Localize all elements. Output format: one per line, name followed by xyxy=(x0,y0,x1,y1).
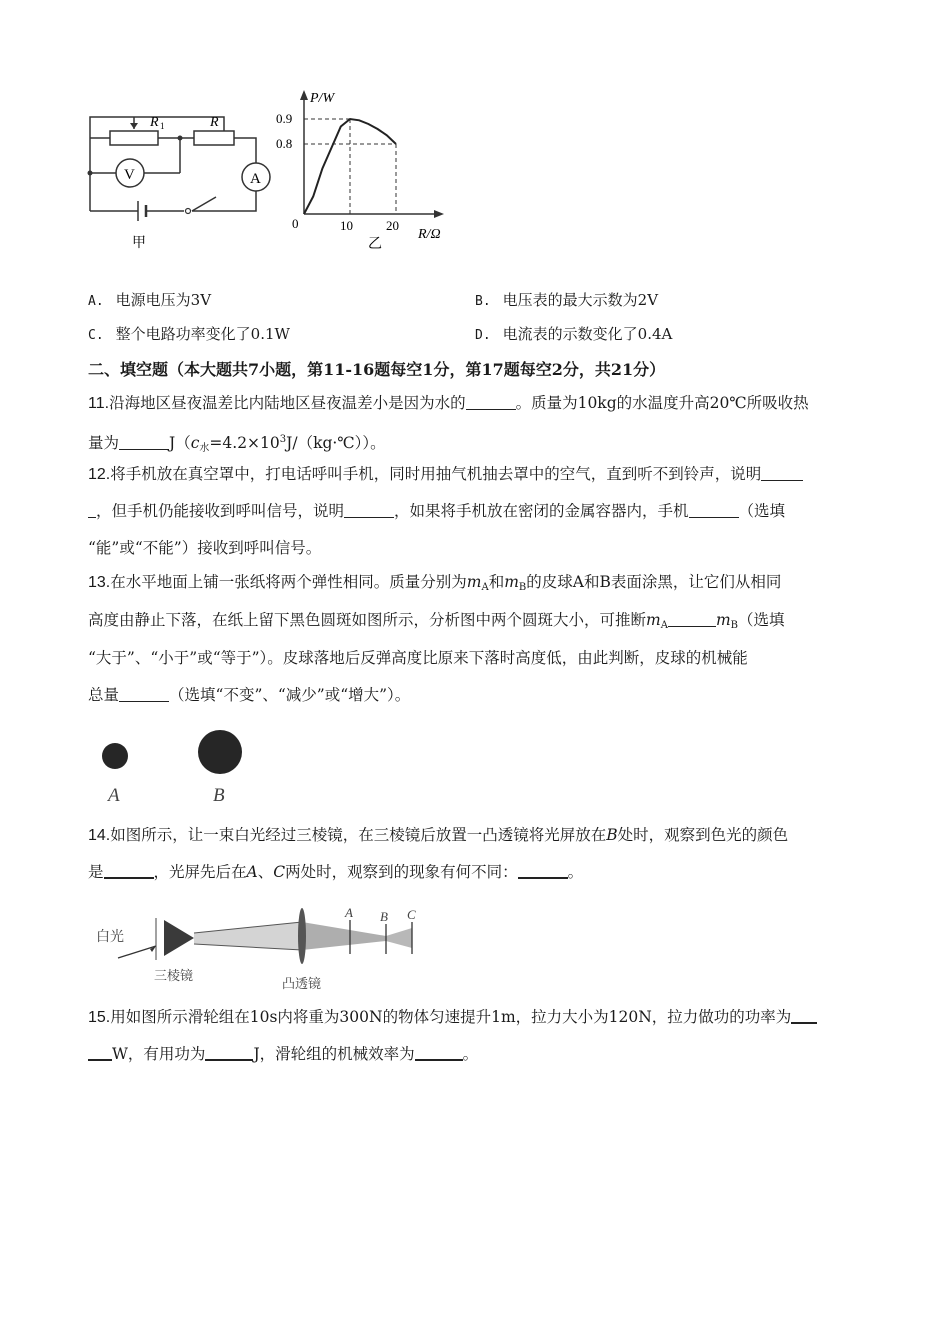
label-lens: 凸透镜 xyxy=(282,976,322,991)
label-a: A xyxy=(345,905,353,920)
q14-text-6: 。 xyxy=(567,863,584,881)
label-r1-sub: 1 xyxy=(160,121,165,131)
q14-blank-2[interactable] xyxy=(518,863,568,879)
q13-text-4: （选填 xyxy=(738,611,785,629)
q12-blank-2[interactable] xyxy=(344,503,394,518)
q12-text-4: （选填 xyxy=(738,502,786,520)
q13-sub-b-2: B xyxy=(730,620,739,631)
q13-sub-a: A xyxy=(481,582,489,593)
spot-a-label: A xyxy=(108,785,120,806)
q12-text-5: “能”或“不能”）接收到呼叫信号。 xyxy=(88,539,322,557)
q11-text-6: J/（kg·℃））。 xyxy=(286,434,386,452)
x-axis-arrow xyxy=(434,210,444,218)
q11-text-3: 量为 xyxy=(88,434,120,452)
q13-text-2: 的皮球A和B表面涂黑，让它们从相同 xyxy=(526,573,782,591)
x-tick-10: 10 xyxy=(340,218,353,233)
q13-text-6: 总量 xyxy=(88,686,120,704)
y-tick-0-9: 0.9 xyxy=(276,111,293,126)
label-b: B xyxy=(380,909,388,924)
prism xyxy=(164,920,194,956)
q12-text-2: ，但手机仍能接收到呼叫信号，说明 xyxy=(96,502,345,520)
voltmeter-label: V xyxy=(124,167,135,183)
q15-blank-1-cont[interactable] xyxy=(88,1045,112,1061)
q13-text-5: “大于”、“小于”或“等于”）。皮球落地后反弹高度比原来下落时高度低，由此判断，皮球的机械能 xyxy=(88,649,748,667)
option-b-text: 电压表的最大示数为2V xyxy=(502,291,659,309)
section-heading: 二、填空题（本大题共7小题，第11-16题每空1分，第17题每空2分，共21分） xyxy=(88,360,666,379)
option-c xyxy=(88,323,290,344)
q13-line4 xyxy=(88,685,410,705)
q15-blank-3[interactable] xyxy=(415,1045,463,1061)
q14-line2 xyxy=(88,862,583,882)
q11-text-5: =4.2×10 xyxy=(209,434,280,452)
q15-text-3: J，滑轮组的机械效率为 xyxy=(253,1045,415,1063)
switch xyxy=(192,197,216,211)
q13-text-7: （选填“不变”、“减少”或“增大”）。 xyxy=(169,686,411,704)
q11-c-subscript: 水 xyxy=(199,443,210,454)
origin-label: 0 xyxy=(292,216,299,231)
label-white-light: 白光 xyxy=(96,930,124,945)
q14-text-3: 是 xyxy=(88,863,104,881)
option-a xyxy=(88,289,211,310)
q15-blank-1[interactable] xyxy=(791,1008,817,1024)
label-r1: R xyxy=(150,115,159,130)
q13-line2 xyxy=(88,610,785,636)
y-axis-label: P/W xyxy=(310,91,335,106)
label-r: R xyxy=(210,115,219,130)
q11-blank-2[interactable] xyxy=(119,435,169,450)
q11-text: 沿海地区昼夜温差比内陆地区昼夜温差小是因为水的 xyxy=(109,394,466,412)
option-c-text: 整个电路功率变化了0.1W xyxy=(115,325,290,343)
x-tick-20: 20 xyxy=(386,218,399,233)
power-resistance-graph xyxy=(272,86,452,256)
q14-text-2: 处时，观察到色光的颜色 xyxy=(617,826,789,844)
q13-and: 和 xyxy=(488,573,505,591)
q13-m-symbol-3: m xyxy=(646,611,661,629)
q14-point-b: B xyxy=(606,826,618,844)
q14-text: 如图所示，让一束白光经过三棱镜，在三棱镜后放置一凸透镜将光屏放在 xyxy=(110,826,607,844)
q13-m-symbol: m xyxy=(466,573,482,591)
q12-blank-3[interactable] xyxy=(689,503,739,518)
option-a-text: 电源电压为3V xyxy=(115,291,212,309)
rheostat-r1 xyxy=(110,131,158,145)
q15-text: 用如图所示滑轮组在10s内将重为300N的物体匀速提升1m，拉力大小为120N，拉力做功的功率为 xyxy=(110,1008,792,1026)
q13-m-symbol-2: m xyxy=(504,573,519,591)
option-a-key: A. xyxy=(88,294,104,309)
option-b xyxy=(475,289,658,310)
y-axis-arrow xyxy=(300,90,308,100)
q13-line1 xyxy=(88,572,781,598)
q13-m-symbol-4: m xyxy=(715,611,731,629)
option-d-text: 电流表的示数变化了0.4A xyxy=(502,325,673,343)
q14-blank-1[interactable] xyxy=(104,863,154,879)
q14-point-a: A xyxy=(246,863,258,881)
q11-blank-1[interactable] xyxy=(466,395,516,410)
q14-text-4: ，光屏先后在 xyxy=(153,863,247,881)
q12-blank-1[interactable] xyxy=(761,466,803,481)
spot-b-label: B xyxy=(213,785,225,806)
q14-text-5: 两处时，观察到的现象有何不同： xyxy=(285,863,518,881)
caption-yi: 乙 xyxy=(368,237,382,252)
q13-blank-1[interactable] xyxy=(668,612,716,627)
q11-text-2: 。质量为10kg的水温度升高20℃所吸收热 xyxy=(515,394,809,412)
q14-line1 xyxy=(88,825,788,846)
option-c-key: C. xyxy=(88,328,104,343)
prism-lens-figure xyxy=(94,900,424,996)
q12-line2 xyxy=(88,501,785,521)
label-c: C xyxy=(407,907,416,922)
ammeter-label: A xyxy=(250,171,261,187)
q12-line3 xyxy=(88,538,321,558)
q11-text-4: J（ xyxy=(169,434,191,452)
q15-blank-2[interactable] xyxy=(205,1045,253,1061)
q12-text-3: ，如果将手机放在密闭的金属容器内，手机 xyxy=(394,502,689,520)
spot-b xyxy=(198,730,242,774)
q14-number: 14. xyxy=(88,827,111,844)
q13-line3 xyxy=(88,648,748,668)
q15-number: 15. xyxy=(88,1009,111,1026)
q11-exponent: 3 xyxy=(279,434,287,445)
ball-spots-figure xyxy=(96,724,256,808)
resistor-r xyxy=(194,131,234,145)
option-d-key: D. xyxy=(475,328,491,343)
q12-number: 12. xyxy=(88,466,111,483)
q11-line1 xyxy=(88,393,809,414)
q15-line1 xyxy=(88,1007,817,1028)
option-b-key: B. xyxy=(475,294,491,309)
x-axis-label: R/Ω xyxy=(418,227,441,242)
q15-line2 xyxy=(88,1044,478,1064)
q14-sep: 、 xyxy=(257,863,274,881)
q11-c-symbol: c xyxy=(190,434,200,452)
q12-text: 将手机放在真空罩中，打电话呼叫手机，同时用抽气机抽去罩中的空气，直到听不到铃声，说明 xyxy=(110,465,762,483)
y-tick-0-8: 0.8 xyxy=(276,136,293,151)
q12-line1 xyxy=(88,464,803,485)
q11-number: 11. xyxy=(88,395,110,412)
q13-number: 13. xyxy=(88,574,111,591)
q15-text-2: W，有用功为 xyxy=(112,1045,206,1063)
option-d xyxy=(475,323,672,344)
q13-sub-b: B xyxy=(518,582,527,593)
q15-text-4: 。 xyxy=(462,1045,479,1063)
q14-point-c: C xyxy=(273,863,286,881)
caption-jia: 甲 xyxy=(132,236,146,251)
q11-line2 xyxy=(88,430,386,459)
q13-sub-a-2: A xyxy=(660,620,668,631)
q13-blank-2[interactable] xyxy=(119,687,169,702)
convex-lens xyxy=(298,908,306,964)
label-prism: 三棱镜 xyxy=(154,968,194,983)
q12-blank-1-cont[interactable] xyxy=(88,503,96,518)
q13-text-3: 高度由静止下落，在纸上留下黑色圆斑如图所示，分析图中两个圆斑大小，可推断 xyxy=(88,611,647,629)
circuit-diagram xyxy=(84,105,274,255)
spot-a xyxy=(102,743,128,769)
q13-text: 在水平地面上铺一张纸将两个弹性相同。质量分别为 xyxy=(110,573,467,591)
